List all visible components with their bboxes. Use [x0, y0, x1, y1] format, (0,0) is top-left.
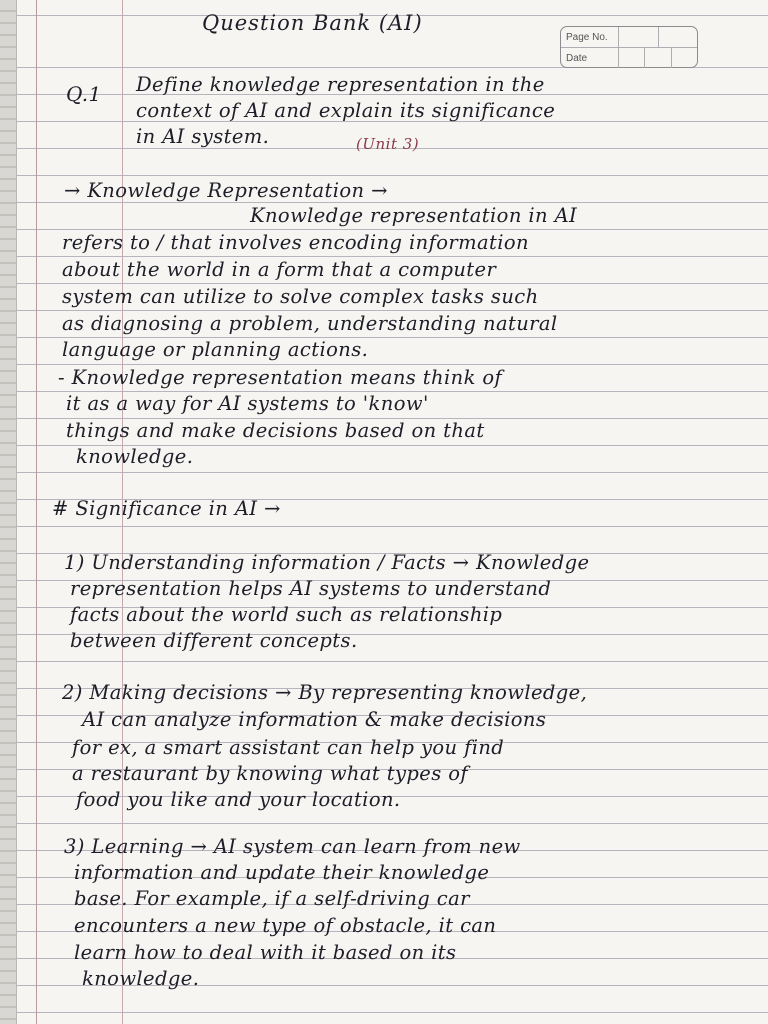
point-line: AI can analyze information & make decisions: [82, 708, 547, 731]
question-line: in AI system.: [136, 125, 270, 148]
answer-line: Knowledge representation in AI: [250, 204, 578, 227]
point-line: for ex, a smart assistant can help you find: [72, 736, 505, 759]
point-line: representation helps AI systems to understand: [70, 577, 552, 600]
answer-line: refers to / that involves encoding information: [62, 231, 529, 254]
date-label: Date: [561, 48, 619, 68]
answer-line: system can utilize to solve complex tasks such: [62, 285, 539, 308]
margin-line-left: [36, 0, 37, 1024]
significance-heading: # Significance in AI →: [52, 497, 281, 520]
answer-line: about the world in a form that a computer: [62, 258, 497, 281]
bullet-line: it as a way for AI systems to 'know': [66, 392, 429, 415]
point-line: 2) Making decisions → By representing knowledge,: [62, 681, 588, 704]
point-line: base. For example, if a self-driving car: [74, 887, 470, 910]
section-heading: → Knowledge Representation →: [64, 179, 388, 202]
answer-line: language or planning actions.: [62, 338, 369, 361]
bullet-line: things and make decisions based on that: [66, 419, 485, 442]
point-line: a restaurant by knowing what types of: [72, 762, 468, 785]
unit-tag: (Unit 3): [356, 135, 420, 153]
spiral-binding: [0, 0, 17, 1024]
point-line: food you like and your location.: [76, 788, 401, 811]
page-no-date-box: [560, 26, 698, 68]
point-line: facts about the world such as relationship: [70, 603, 503, 626]
question-line: context of AI and explain its significance: [136, 99, 556, 122]
point-line: 1) Understanding information / Facts → Knowledge: [64, 551, 590, 574]
question-number: Q.1: [66, 82, 102, 106]
page-title: Question Bank (AI): [202, 11, 423, 35]
point-line: knowledge.: [82, 967, 200, 990]
answer-line: as diagnosing a problem, understanding natural: [62, 312, 558, 335]
question-line: Define knowledge representation in the: [136, 73, 545, 96]
point-line: encounters a new type of obstacle, it can: [74, 914, 497, 937]
point-line: 3) Learning → AI system can learn from new: [64, 835, 521, 858]
bullet-line: knowledge.: [76, 445, 194, 468]
point-line: between different concepts.: [70, 629, 358, 652]
point-line: information and update their knowledge: [74, 861, 490, 884]
point-line: learn how to deal with it based on its: [74, 941, 457, 964]
bullet-line: - Knowledge representation means think of: [58, 366, 503, 389]
page-no-label: Page No.: [561, 27, 619, 47]
